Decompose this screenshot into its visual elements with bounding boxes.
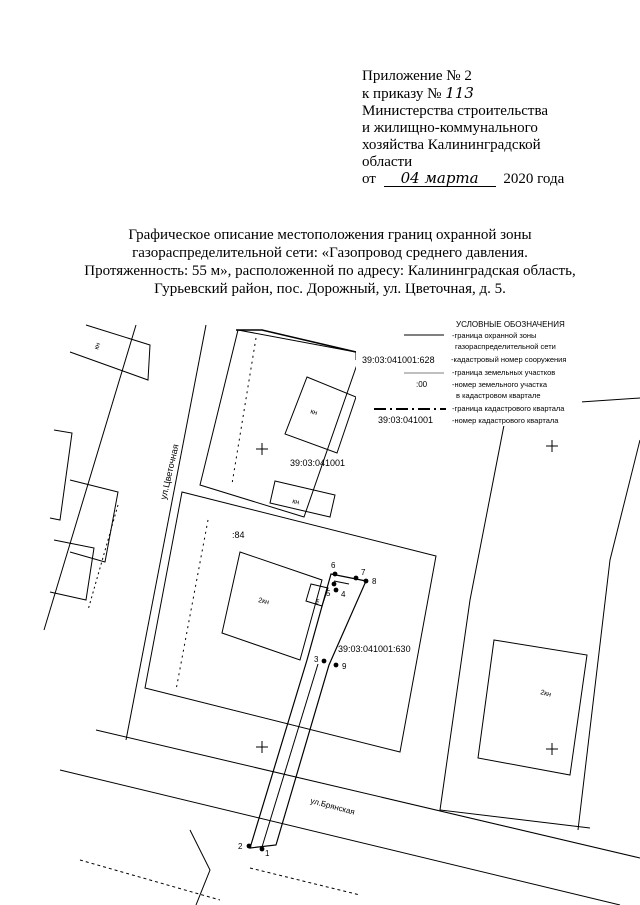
appendix-line5: хозяйства Калининградской <box>362 137 541 153</box>
point-3-marker <box>322 659 327 664</box>
order-number-handwritten: 113 <box>445 84 474 102</box>
title-line2: газораспределительной сети: «Газопровод среднего давления. <box>132 245 528 261</box>
building-outline <box>70 325 150 380</box>
legend-item5: -граница кадастрового квартала <box>452 404 565 413</box>
appendix-line1: Приложение № 2 <box>362 68 472 84</box>
legend-structure-sample: 39:03:041001:628 <box>362 355 435 365</box>
title-line3: Протяженность: 55 м», расположенной по адресу: Калининградская область, <box>84 263 576 279</box>
street-edge-line <box>96 730 640 858</box>
structure-number-label: 39:03:041001:630 <box>338 644 411 654</box>
point-7-label: 7 <box>361 568 366 577</box>
dotted-boundary <box>232 338 256 484</box>
building-main <box>222 552 322 660</box>
title-line4: Гурьевский район, пос. Дорожный, ул. Цветочная, д. 5. <box>154 281 506 297</box>
legend-quarter-sample: 39:03:041001 <box>378 415 434 425</box>
point-8-marker <box>364 579 369 584</box>
appendix-line4: и жилищно-коммунального <box>362 120 538 136</box>
point-3-label: 3 <box>314 655 319 664</box>
building-label: кн <box>309 408 319 418</box>
street-curb-line <box>250 868 360 895</box>
point-1-marker <box>260 847 265 852</box>
parcel-outline <box>190 830 210 905</box>
point-2-label: 2 <box>238 842 243 851</box>
title-line1: Графическое описание местоположения границ охранной зоны <box>128 227 532 243</box>
point-9-marker <box>334 663 339 668</box>
building-upper <box>285 377 356 453</box>
legend <box>356 318 582 426</box>
point-9-label: 9 <box>342 662 347 671</box>
building-label: кн <box>93 341 103 351</box>
dotted-boundary <box>176 520 208 690</box>
building-label: 2кн <box>539 689 552 699</box>
legend-item4-line2: в кадастровом квартале <box>456 391 541 400</box>
point-6-marker <box>333 572 338 577</box>
point-5-marker <box>332 582 337 587</box>
point-8-label: 8 <box>372 577 377 586</box>
appendix-line3: Министерства строительства <box>362 103 549 119</box>
point-5-label: 5 <box>326 589 331 598</box>
legend-header: УСЛОВНЫЕ ОБОЗНАЧЕНИЯ <box>456 320 565 329</box>
legend-item4-line1: -номер земельного участка <box>452 380 548 389</box>
street-bryanskaya-label: ул.Брянская <box>309 796 356 817</box>
legend-item6: -номер кадастрового квартала <box>452 416 559 425</box>
parcel-outline <box>50 540 94 600</box>
date-prefix: от <box>362 171 376 187</box>
parcel-right-edge <box>578 440 640 830</box>
street-edge-line <box>60 770 620 905</box>
building-right <box>478 640 587 775</box>
legend-item1-line1: -граница охранной зоны <box>452 331 537 340</box>
quarter-number-label: 39:03:041001 <box>290 458 346 468</box>
parcel-upper <box>200 330 361 517</box>
building-label: 2кн <box>257 597 270 607</box>
date-suffix: 2020 года <box>503 171 565 187</box>
gas-pipeline <box>262 664 318 847</box>
point-4-label: 4 <box>341 590 346 599</box>
building-label: кн <box>291 498 300 507</box>
legend-item1-line2: газораспределительной сети <box>455 342 556 351</box>
point-7-marker <box>354 576 359 581</box>
parcel-outline <box>50 430 72 520</box>
appendix-order-prefix: к приказу № <box>362 86 442 102</box>
street-tsvetochnaya-label: ул.Цветочная <box>158 443 181 501</box>
building-label: кн <box>314 598 322 606</box>
street-edge-line <box>126 325 206 740</box>
point-1-label: 1 <box>265 849 270 858</box>
appendix-line6: области <box>362 154 413 170</box>
parcel-right <box>440 420 590 828</box>
point-6-label: 6 <box>331 561 336 570</box>
legend-item3: -граница земельных участков <box>452 368 556 377</box>
point-4-marker <box>334 588 339 593</box>
point-2-marker <box>247 844 252 849</box>
building-small <box>270 481 335 517</box>
street-curb-line <box>80 860 220 900</box>
date-handwritten: 04 марта <box>384 171 496 187</box>
legend-parcel-sample: :00 <box>416 380 428 389</box>
legend-item2: -кадастровый номер сооружения <box>451 355 567 364</box>
parcel-number-label: :84 <box>232 530 245 540</box>
